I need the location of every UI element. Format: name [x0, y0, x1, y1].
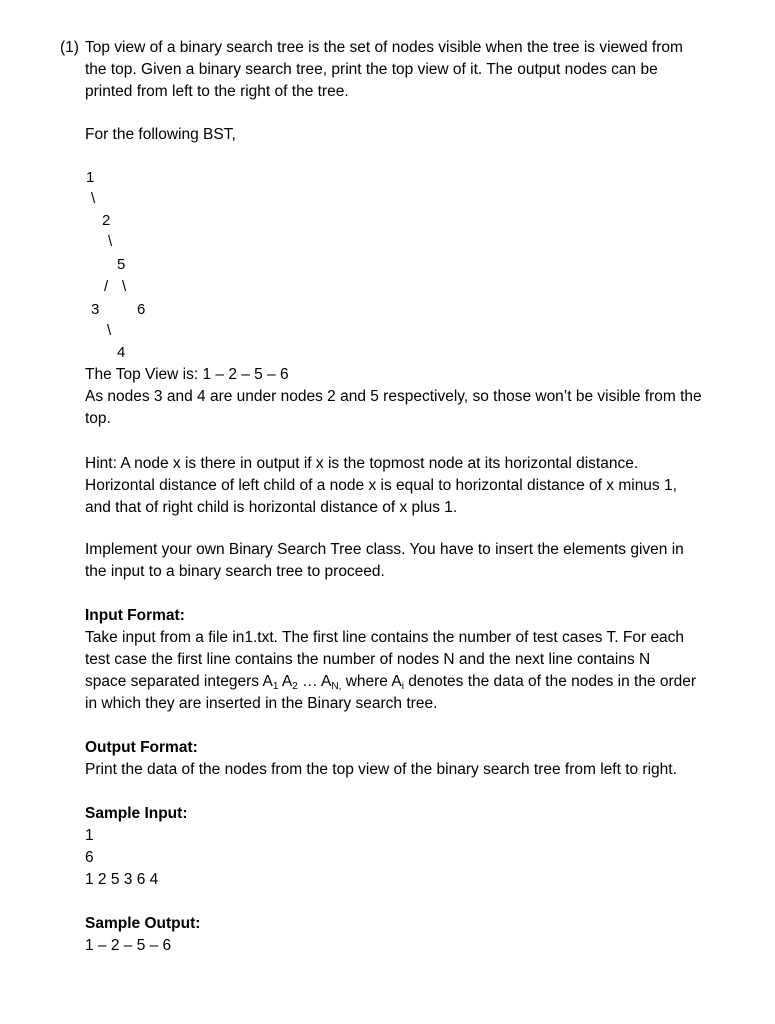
input-format-line: test case the first line contains the number of nodes N and the next line contains N [85, 651, 651, 668]
tree-edge: \ [108, 233, 113, 250]
input-format-section [85, 605, 696, 715]
output-format-section [85, 737, 677, 781]
tree-edge: \ [107, 322, 112, 339]
intro-line: the top. Given a binary search tree, print the top view of it. The output nodes can be [85, 61, 658, 78]
output-format-line: Print the data of the nodes from the top view of the binary search tree from left to right. [85, 761, 677, 778]
sample-input-line: 6 [85, 849, 94, 866]
sample-output-line: 1 – 2 – 5 – 6 [85, 937, 172, 954]
implement-line: Implement your own Binary Search Tree class. You have to insert the elements given in [85, 541, 684, 558]
question-number: (1) [60, 39, 79, 56]
input-format-line: space separated integers $A_1$ $A_2$ … $A_{N,}$ where $A_i$ denotes the data of the nodes in the order [85, 673, 697, 692]
hint-line: Hint: A node x is there in output if x is the topmost node at its horizontal distance. [85, 455, 639, 472]
input-format-line: Take input from a file in1.txt. The first line contains the number of test cases T. For each [85, 629, 685, 646]
explanation-paragraph [85, 386, 702, 430]
sample-output-section [85, 913, 200, 957]
intro-line: Top view of a binary search tree is the set of nodes visible when the tree is viewed from [85, 39, 683, 56]
tree-node-5: 5 [117, 256, 126, 273]
tree-node-4: 4 [117, 344, 126, 361]
output-format-heading: Output Format: [85, 739, 198, 756]
input-format-heading: Input Format: [85, 607, 185, 624]
hint-line: Horizontal distance of left child of a node x is equal to horizontal distance of x minus 1, [85, 477, 677, 494]
tree-node-1: 1 [86, 169, 95, 186]
hint-paragraph [85, 453, 677, 519]
intro-line: printed from left to the right of the tree. [85, 83, 349, 100]
implement-paragraph [85, 539, 684, 583]
intro-paragraph [85, 37, 683, 103]
tree-edge: \ [91, 190, 96, 207]
tree-edge: / [104, 278, 109, 295]
input-format-line: in which they are inserted in the Binary search tree. [85, 695, 438, 712]
explanation-line: As nodes 3 and 4 are under nodes 2 and 5 respectively, so those won’t be visible from the [85, 388, 702, 405]
tree-node-2: 2 [102, 212, 111, 229]
hint-line: and that of right child is horizontal distance of x plus 1. [85, 499, 458, 516]
sample-input-line: 1 [85, 827, 94, 844]
tree-node-3: 3 [91, 301, 100, 318]
for-following-text: For the following BST, [85, 126, 236, 143]
explanation-line: top. [85, 410, 111, 427]
implement-line: the input to a binary search tree to proceed. [85, 563, 385, 580]
sample-input-heading: Sample Input: [85, 805, 188, 822]
tree-edge: \ [122, 278, 127, 295]
sample-input-section [85, 803, 187, 891]
sample-output-heading: Sample Output: [85, 915, 201, 932]
tree-node-6: 6 [137, 301, 146, 318]
top-view-result: The Top View is: 1 – 2 – 5 – 6 [85, 366, 289, 383]
sample-input-line: 1 2 5 3 6 4 [85, 871, 159, 888]
